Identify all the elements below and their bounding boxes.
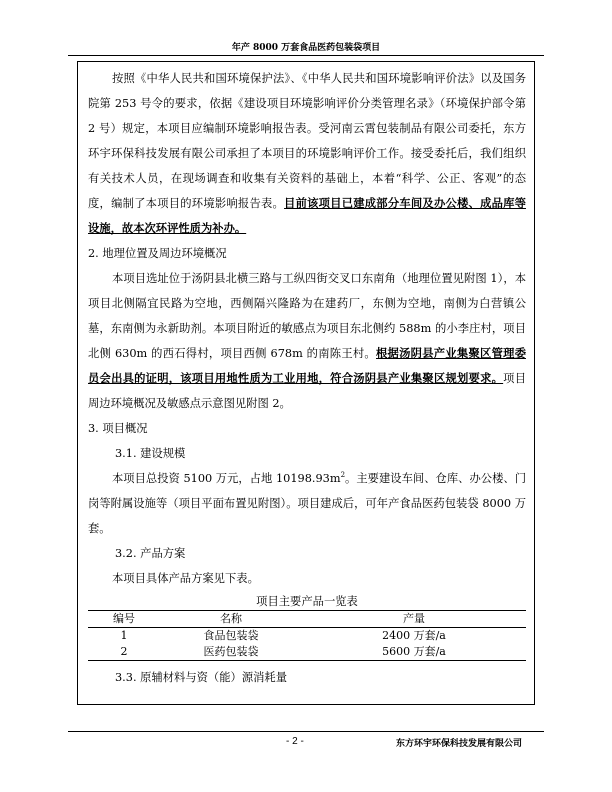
product-table — [88, 610, 526, 661]
scale-text-a: 本项目总投资 5100 万元，占地 10198.93m — [112, 472, 341, 485]
table-cell: 医药包装袋 — [203, 645, 259, 658]
location-text-2: 项目周边环境概况及敏感点示意图见附图 2。 — [88, 372, 526, 410]
section-2-heading: 2. 地理位置及周边环境概况 — [88, 247, 227, 260]
col-header-number: 编号 — [113, 612, 135, 625]
table-row — [88, 628, 526, 645]
footer-company: 东方环宇环保科技发展有限公司 — [396, 739, 523, 749]
section-3-heading: 3. 项目概况 — [88, 422, 148, 435]
location-emphasis: 根据汤阴县产业集聚区管理委员会出具的证明，该项目用地性质为工业用地，符合汤阴县产业集聚区规划要求。 — [88, 346, 526, 385]
product-intro: 本项目具体产品方案见下表。 — [112, 572, 259, 585]
table-caption: 项目主要产品一览表 — [256, 595, 358, 608]
subsection-3-2-heading: 3.2. 产品方案 — [115, 547, 186, 560]
scale-paragraph — [88, 466, 526, 541]
scale-text-b: 。主要建设车间、仓库、办公楼、门岗等附属设施等（项目平面布置见附图）。项目建成后，可年产食品医药包装袋 8000 万套。 — [88, 472, 526, 535]
col-header-output: 产量 — [403, 612, 425, 625]
intro-emphasis: 目前该项目已建成部分车间及办公楼、成品库等设施，故本次环评性质为补办。 — [88, 196, 526, 235]
page-content — [88, 66, 526, 690]
location-text: 本项目选址位于汤阴县北横三路与工纵四街交叉口东南角（地理位置见附图 1），本项目北侧隔宜民路为空地，西侧隔兴隆路为在建药厂，东侧为空地，南侧为白营镇公墓，东南侧为永新助剂。本项目附近的敏感点为项目东北侧约 588m 的小李庄村，项目北侧 630m 的西石得村，项目西侧 678m 的南陈王村。 — [88, 272, 526, 360]
table-cell: 食品包装袋 — [203, 629, 259, 642]
subsection-3-1-heading: 3.1. 建设规模 — [115, 447, 186, 460]
subsection-3-3-heading: 3.3. 原辅材料与资（能）源消耗量 — [115, 671, 288, 684]
location-paragraph — [88, 266, 526, 416]
running-header: 年产 8000 万套食品医药包装袋项目 — [231, 43, 381, 53]
intro-text: 按照《中华人民共和国环境保护法》、《中华人民共和国环境影响评价法》以及国务院第 253 号令的要求，依据《建设项目环境影响评价分类管理名录》（环境保护部令第 2 号）规定，本项目应编制环境影响报告表。受河南云霄包装制品有限公司委托，东方环宇环保科技发展有限公司承担了本项目的环境影响评价工作。接受委托后，我们组织有关技术人员，在现场调查和收集有关资料的基础上，本着“科学、公正、客观”的态度，编制了本项目的环境影响报告表。 — [88, 72, 526, 210]
intro-paragraph — [88, 66, 526, 241]
table-header-row — [88, 611, 526, 628]
table-cell: 2 — [120, 645, 128, 658]
header-rule — [68, 55, 544, 56]
col-header-name: 名称 — [220, 612, 242, 625]
footer-rule — [68, 731, 544, 732]
area-unit-superscript: 2 — [340, 471, 346, 480]
table-cell: 5600 万套/a — [382, 645, 446, 658]
table-row — [88, 644, 526, 661]
page-number: - 2 - — [286, 736, 304, 747]
table-cell: 2400 万套/a — [382, 629, 446, 642]
table-cell: 1 — [120, 629, 128, 642]
